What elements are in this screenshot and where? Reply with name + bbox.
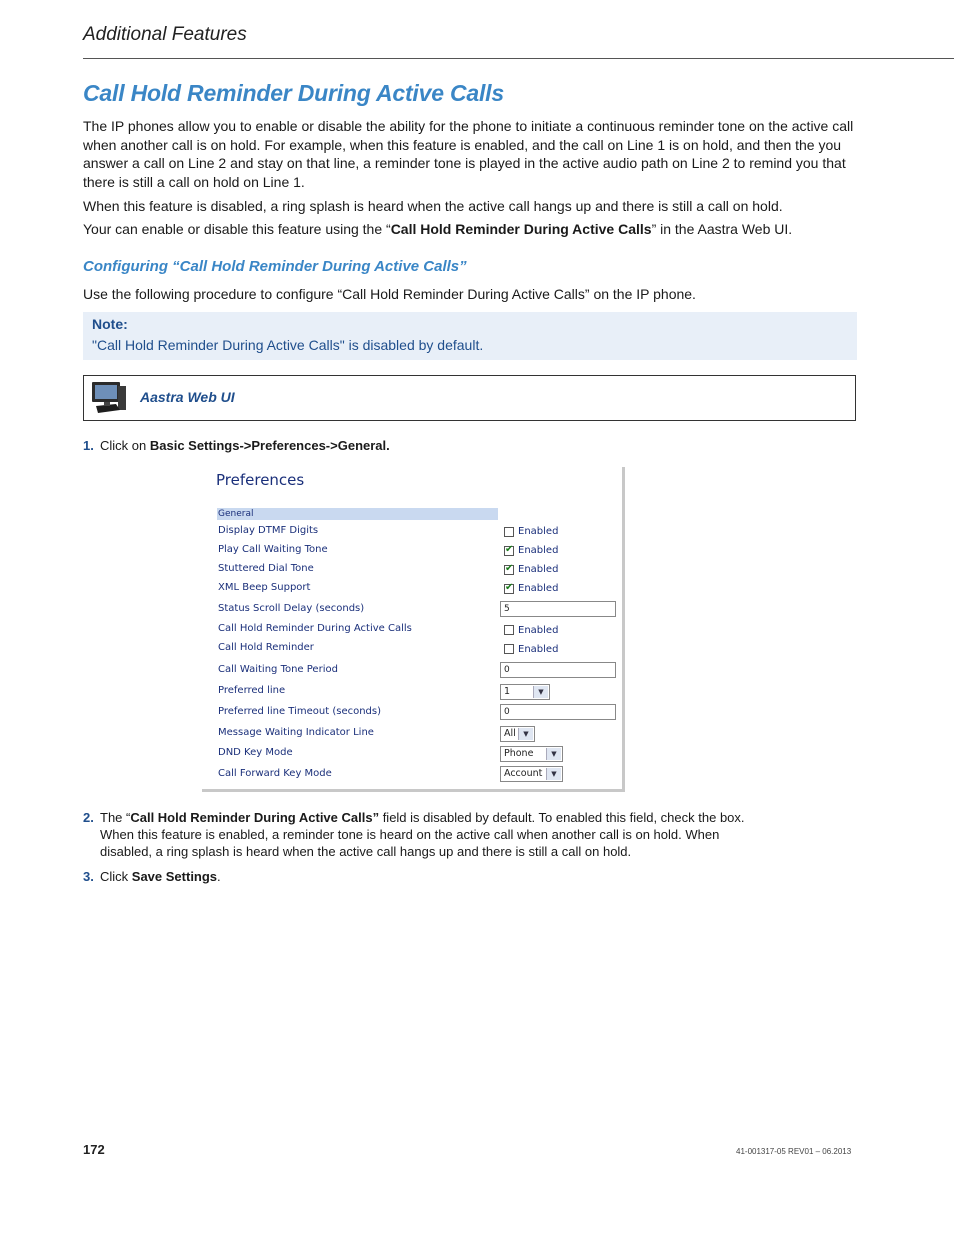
note-text: "Call Hold Reminder During Active Calls" is disabled by default. <box>92 337 484 353</box>
select-value: Account <box>504 768 543 779</box>
dnd-key-mode-select[interactable] <box>500 746 563 762</box>
row-label-preferred-line-timeout: Preferred line Timeout (seconds) <box>218 706 382 717</box>
button-name: Save Settings <box>131 869 218 884</box>
row-label-status-scroll-delay: Status Scroll Delay (seconds) <box>218 603 365 614</box>
checkbox-stuttered-dial-tone[interactable] <box>504 565 514 575</box>
step-2 <box>83 809 783 861</box>
row-label-display-dtmf: Display DTMF Digits <box>218 525 319 536</box>
checkbox-call-hold-reminder-active[interactable] <box>504 625 514 635</box>
general-section-label: General <box>218 509 254 519</box>
section-subheading: Configuring “Call Hold Reminder During Active Calls” <box>83 258 467 275</box>
page-title: Call Hold Reminder During Active Calls <box>83 80 504 106</box>
select-value: All <box>504 728 516 739</box>
running-header: Additional Features <box>83 24 247 45</box>
chevron-down-icon: ▼ <box>533 686 548 698</box>
checkbox-label: Enabled <box>518 583 559 594</box>
row-label-stuttered-dial-tone: Stuttered Dial Tone <box>218 563 314 574</box>
checkmark-icon: ✔ <box>505 582 514 593</box>
row-label-dnd-key-mode: DND Key Mode <box>218 747 293 758</box>
checkbox-display-dtmf[interactable] <box>504 527 514 537</box>
intro-paragraph-2: When this feature is disabled, a ring splash is heard when the active call hangs up and there is still a call on hold. <box>83 198 783 214</box>
preferred-line-select[interactable] <box>500 684 550 700</box>
page-number: 172 <box>83 1142 105 1157</box>
general-section-bar <box>217 508 498 520</box>
preferred-line-timeout-input[interactable]: 0 <box>500 704 616 720</box>
field-name: Call Hold Reminder During Active Calls” <box>130 810 380 825</box>
preferences-title: Preferences <box>216 471 305 489</box>
web-ui-label: Aastra Web UI <box>140 389 235 405</box>
mwi-line-select[interactable] <box>500 726 535 742</box>
row-label-call-forward-key-mode: Call Forward Key Mode <box>218 768 332 779</box>
select-value: Phone <box>504 748 534 759</box>
preferences-screenshot <box>202 467 625 792</box>
chevron-down-icon: ▼ <box>546 768 561 780</box>
step-3 <box>83 868 783 886</box>
select-value: 1 <box>504 686 511 697</box>
checkbox-label: Enabled <box>518 545 559 556</box>
menu-path: Basic Settings->Preferences->General. <box>149 438 390 453</box>
call-waiting-period-input[interactable]: 0 <box>500 662 616 678</box>
step-text-end: . <box>217 869 221 884</box>
step-text: Click on <box>100 438 150 453</box>
checkbox-label: Enabled <box>518 526 559 537</box>
step-1 <box>83 437 783 455</box>
step-number: 2. <box>83 810 94 825</box>
note-title: Note: <box>92 316 128 332</box>
row-label-call-hold-reminder: Call Hold Reminder <box>218 642 314 653</box>
row-label-xml-beep: XML Beep Support <box>218 582 311 593</box>
intro-paragraph-1: The IP phones allow you to enable or disable the ability for the phone to initiate a continuous reminder tone on the active call when another call is on hold. For example, when this feature is enabled, and the call on Line 1 is on hold, and then the you answer a call on Line 2 and stay on that line, a reminder tone is played in the active audio path on Line 2 to remind you that there is still a call on hold on Line 1. <box>83 118 854 190</box>
call-forward-key-mode-select[interactable] <box>500 766 563 782</box>
checkbox-call-waiting-tone[interactable] <box>504 546 514 556</box>
step-text: Click <box>100 869 132 884</box>
chevron-down-icon: ▼ <box>546 748 561 760</box>
step-number: 3. <box>83 869 94 884</box>
row-label-call-hold-reminder-active: Call Hold Reminder During Active Calls <box>218 623 412 634</box>
document-reference: 41-001317-05 REV01 – 06.2013 <box>736 1147 852 1156</box>
row-label-call-waiting-period: Call Waiting Tone Period <box>218 664 338 675</box>
step-text-end: field is disabled by default. To enabled this field, check the box. When this feature is enabled, a reminder tone is heard on the active call when another call is on hold. When disabled, a ring splash is heard when the active call hangs up and there is still a call on hold. <box>100 810 745 859</box>
intro-paragraph-3: Your can enable or disable this feature using the “Call Hold Reminder During Active Calls” in the Aastra Web UI. <box>83 221 793 237</box>
checkbox-label: Enabled <box>518 564 559 575</box>
step-text: The “ <box>100 810 131 825</box>
row-label-preferred-line: Preferred line <box>218 685 286 696</box>
checkmark-icon: ✔ <box>505 563 514 574</box>
web-ui-banner <box>83 375 856 421</box>
procedure-intro: Use the following procedure to configure “Call Hold Reminder During Active Calls” on the IP phone. <box>83 286 696 302</box>
checkmark-icon: ✔ <box>505 544 514 555</box>
checkbox-label: Enabled <box>518 625 559 636</box>
status-scroll-delay-input[interactable]: 5 <box>500 601 616 617</box>
row-label-mwi-line: Message Waiting Indicator Line <box>218 727 374 738</box>
checkbox-label: Enabled <box>518 644 559 655</box>
computer-monitor-icon <box>90 380 128 416</box>
row-label-call-waiting-tone: Play Call Waiting Tone <box>218 544 328 555</box>
chevron-down-icon: ▼ <box>518 728 533 740</box>
step-number: 1. <box>83 438 94 453</box>
checkbox-call-hold-reminder[interactable] <box>504 644 514 654</box>
note-box <box>83 312 857 360</box>
checkbox-xml-beep[interactable] <box>504 584 514 594</box>
header-divider <box>83 58 954 59</box>
